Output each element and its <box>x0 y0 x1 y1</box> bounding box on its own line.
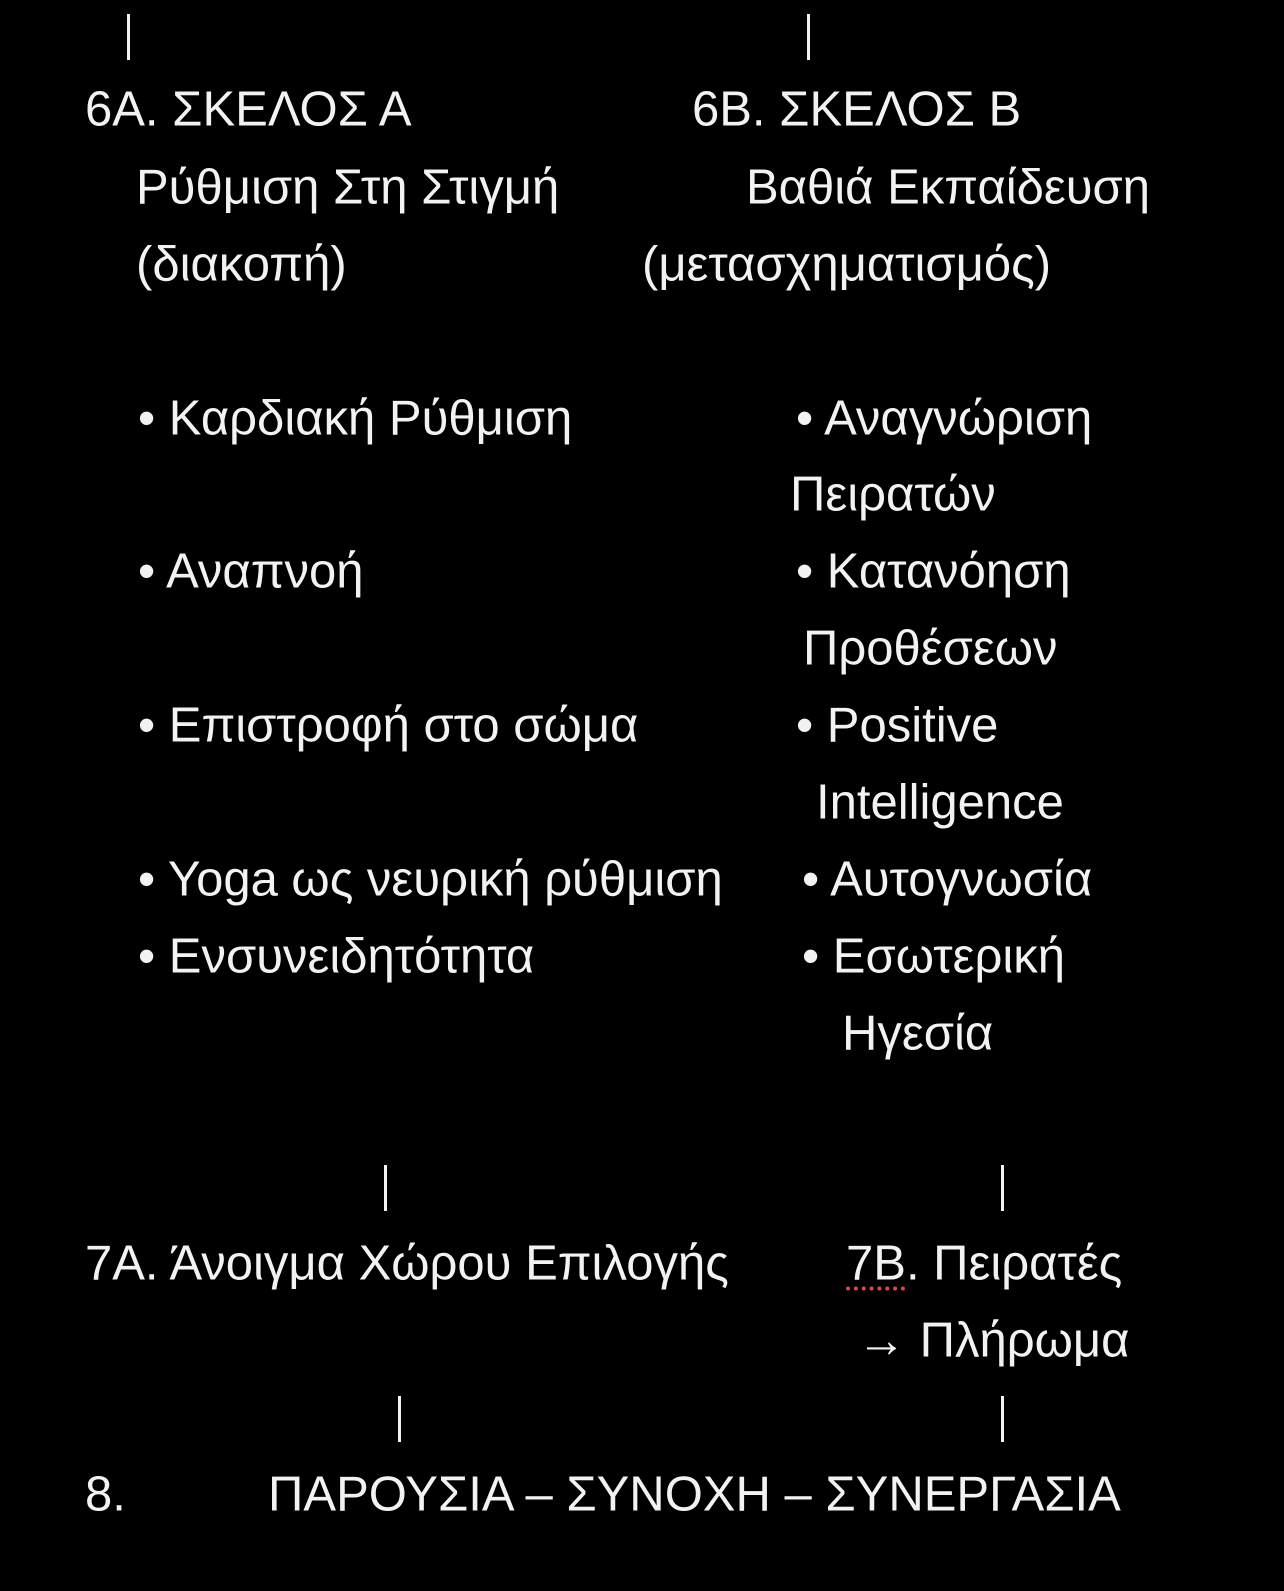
right-list-item: • Αυτογνωσία <box>802 852 1093 907</box>
right-next-step-line2: → Πλήρωμα <box>857 1313 1130 1368</box>
left-list-item: • Yoga ως νευρική ρύθμιση <box>138 852 723 907</box>
connector-mid-right <box>1001 1165 1004 1211</box>
connector-low-right <box>1001 1396 1004 1442</box>
left-branch-subtitle-line1: Ρύθμιση Στη Στιγμή <box>136 160 560 215</box>
right-list-item: • Κατανόηση <box>796 544 1071 599</box>
left-list-item: • Αναπνοή <box>138 544 364 599</box>
final-step-label: ΠΑΡΟΥΣΙΑ – ΣΥΝΟΧΗ – ΣΥΝΕΡΓΑΣΙΑ <box>268 1467 1121 1522</box>
left-list-item: • Ενσυνειδητότητα <box>138 929 535 984</box>
right-branch-heading: 6Β. ΣΚΕΛΟΣ Β <box>692 82 1022 137</box>
connector-mid-left <box>384 1165 387 1211</box>
right-next-step-number: 7Β <box>846 1236 906 1291</box>
right-list-item: • Positive <box>796 698 999 753</box>
right-branch-subtitle-line1: Βαθιά Εκπαίδευση <box>746 160 1151 215</box>
left-list-item: • Καρδιακή Ρύθμιση <box>138 391 573 446</box>
left-next-step: 7Α. Άνοιγμα Χώρου Επιλογής <box>85 1236 729 1291</box>
left-list-item: • Επιστροφή στο σώμα <box>138 698 639 753</box>
right-list-item-continuation: Intelligence <box>816 775 1064 830</box>
connector-top-left <box>127 14 130 60</box>
right-list-item: • Εσωτερική <box>802 929 1065 984</box>
final-step-number: 8. <box>85 1467 126 1522</box>
connector-top-right <box>807 14 810 60</box>
right-list-item-continuation: Πειρατών <box>790 467 996 522</box>
right-list-item: • Αναγνώριση <box>796 391 1093 446</box>
right-next-step-label: . Πειρατές <box>905 1236 1123 1291</box>
right-list-item-continuation: Ηγεσία <box>842 1006 994 1061</box>
right-next-step <box>846 1236 1123 1291</box>
right-list-item-continuation: Προθέσεων <box>803 621 1058 676</box>
left-branch-heading: 6Α. ΣΚΕΛΟΣ Α <box>85 82 412 137</box>
connector-low-left <box>398 1396 401 1442</box>
right-branch-subtitle-line2: (μετασχηματισμός) <box>642 237 1052 292</box>
left-branch-subtitle-line2: (διακοπή) <box>136 237 347 292</box>
